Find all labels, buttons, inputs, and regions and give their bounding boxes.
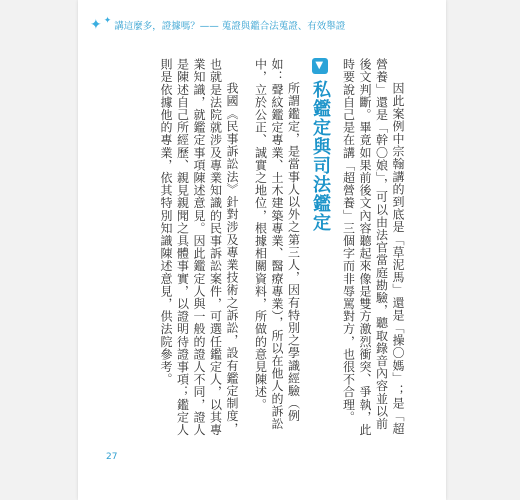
small-sparkle-icon: ✦ [103, 16, 112, 26]
page-number: 27 [106, 452, 118, 462]
book-page [78, 0, 446, 500]
section-heading [312, 58, 329, 438]
vertical-body-text [106, 58, 406, 438]
paragraph-2: 所謂鑑定，是當事人以外之第三人，因有特別之學識經驗（例如：聲紋鑑定專業、土木建築專業、醫療專業），所以在他人的訴訟中，立於公正、誠實之地位，根據相關資料，所做的意見陳述。 [253, 58, 301, 430]
section-heading-text: 私鑑定與司法鑑定 [310, 80, 331, 232]
running-title: 講這麼多，證據嗎？—— 蒐證與鑑合法蒐證、有效舉證 [114, 21, 346, 32]
dropper-icon: ▼ [312, 58, 328, 74]
sparkle-icon: ✦ [90, 17, 102, 33]
paragraph-1: 因此案例中宗翰講的到底是「草泥馬」還是「操〇媽」；是「超營養」還是「幹〇娘」，可以由法官當庭勘驗，聽取錄音內容並以前後文判斷。畢竟如果前後文內容聽起來像是雙方激烈衝突、爭執，此時要說自己是在講「超營養」三個字而非辱罵對方，也很不合理。 [341, 58, 405, 436]
running-header [90, 14, 345, 36]
paragraph-3: 我國《民事訴訟法》針對涉及專業技術之訴訟，設有鑑定制度，也就是法院就涉及專業知識的民事訴訟案件，可選任鑑定人，以其專業知識，就鑑定事項陳述意見。因此鑑定人與一般的證人不同，證人是陳述自己所經歷、親見親聞之具體事實，以證明待證事項；鑑定人則是依據他的專業，依其特別知識陳述意見，供法院參考。 [159, 58, 239, 436]
